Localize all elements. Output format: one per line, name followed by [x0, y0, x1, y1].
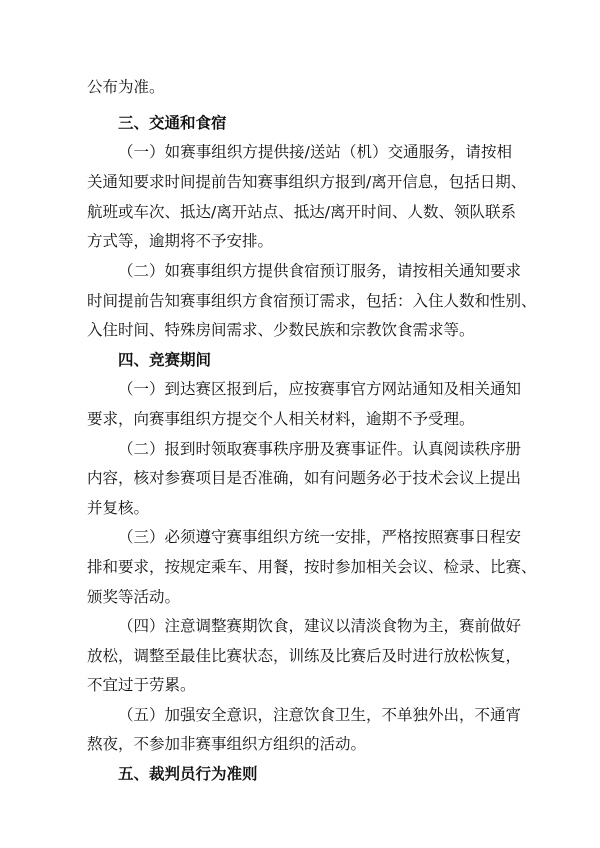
text-line — [0, 72, 600, 102]
text-line — [0, 463, 600, 493]
text-line-content: （一）到达赛区报到后，应按赛事官方网站通知及相关通知 — [118, 380, 522, 398]
text-line — [0, 256, 600, 286]
section-heading-text: 三、交通和食宿 — [118, 114, 227, 132]
text-line-content: 入住时间、特殊房间需求、少数民族和宗教饮食需求等。 — [87, 321, 475, 339]
text-line — [0, 137, 600, 167]
text-line-content: 熬夜，不参加非赛事组织方组织的活动。 — [87, 735, 367, 753]
section-heading-text: 四、竞赛期间 — [118, 351, 212, 369]
text-line-content: 不宜过于劳累。 — [87, 676, 196, 694]
text-line — [0, 404, 600, 434]
text-line-content: 内容，核对参赛项目是否准确，如有问题务必于技术会议上提出 — [87, 469, 522, 487]
text-line — [0, 197, 600, 227]
text-line-content: （四）注意调整赛期饮食，建议以清淡食物为主，赛前做好 — [118, 617, 522, 635]
text-line — [0, 374, 600, 404]
text-line — [0, 582, 600, 612]
text-line — [0, 522, 600, 552]
text-line — [0, 434, 600, 464]
text-line-content: 放松，调整至最佳比赛状态，训练及比赛后及时进行放松恢复， — [87, 647, 522, 665]
section-heading-competition — [0, 345, 600, 375]
text-line — [0, 286, 600, 316]
text-line — [0, 700, 600, 730]
text-line-content: 时间提前告知赛事组织方食宿预订需求，包括：入住人数和性别、 — [87, 292, 537, 310]
text-line-content: （五）加强安全意识，注意饮食卫生，不单独外出，不通宵 — [118, 706, 522, 724]
section-heading-referee — [0, 759, 600, 789]
text-line-content: 并复核。 — [87, 499, 150, 517]
text-line-content: （二）如赛事组织方提供食宿预订服务，请按相关通知要求 — [118, 262, 522, 280]
text-line — [0, 729, 600, 759]
text-line-content: （一）如赛事组织方提供接/送站（机）交通服务，请按相 — [118, 143, 512, 161]
text-line — [0, 670, 600, 700]
text-line — [0, 315, 600, 345]
text-line-content: （三）必须遵守赛事组织方统一安排，严格按照赛事日程安 — [118, 528, 522, 546]
text-line — [0, 611, 600, 641]
text-line — [0, 493, 600, 523]
text-line-content: 排和要求，按规定乘车、用餐，按时参加相关会议、检录、比赛、 — [87, 558, 537, 576]
text-line-content: 要求，向赛事组织方提交个人相关材料，逾期不予受理。 — [87, 410, 475, 428]
text-line — [0, 167, 600, 197]
section-heading-transport — [0, 108, 600, 138]
text-line-content: 方式等，逾期将不予安排。 — [87, 232, 274, 250]
text-line — [0, 552, 600, 582]
text-line-content: 关通知要求时间提前告知赛事组织方报到/离开信息，包括日期、 — [87, 173, 527, 191]
text-line-content: 颁奖等活动。 — [87, 588, 181, 606]
text-line — [0, 226, 600, 256]
text-line-content: 航班或车次、抵达/离开站点、抵达/离开时间、人数、领队联系 — [87, 203, 516, 221]
section-heading-text: 五、裁判员行为准则 — [118, 765, 258, 783]
text-line — [0, 641, 600, 671]
text-line-content: 公布为准。 — [87, 78, 165, 96]
text-line-content: （二）报到时领取赛事秩序册及赛事证件。认真阅读秩序册 — [118, 440, 522, 458]
